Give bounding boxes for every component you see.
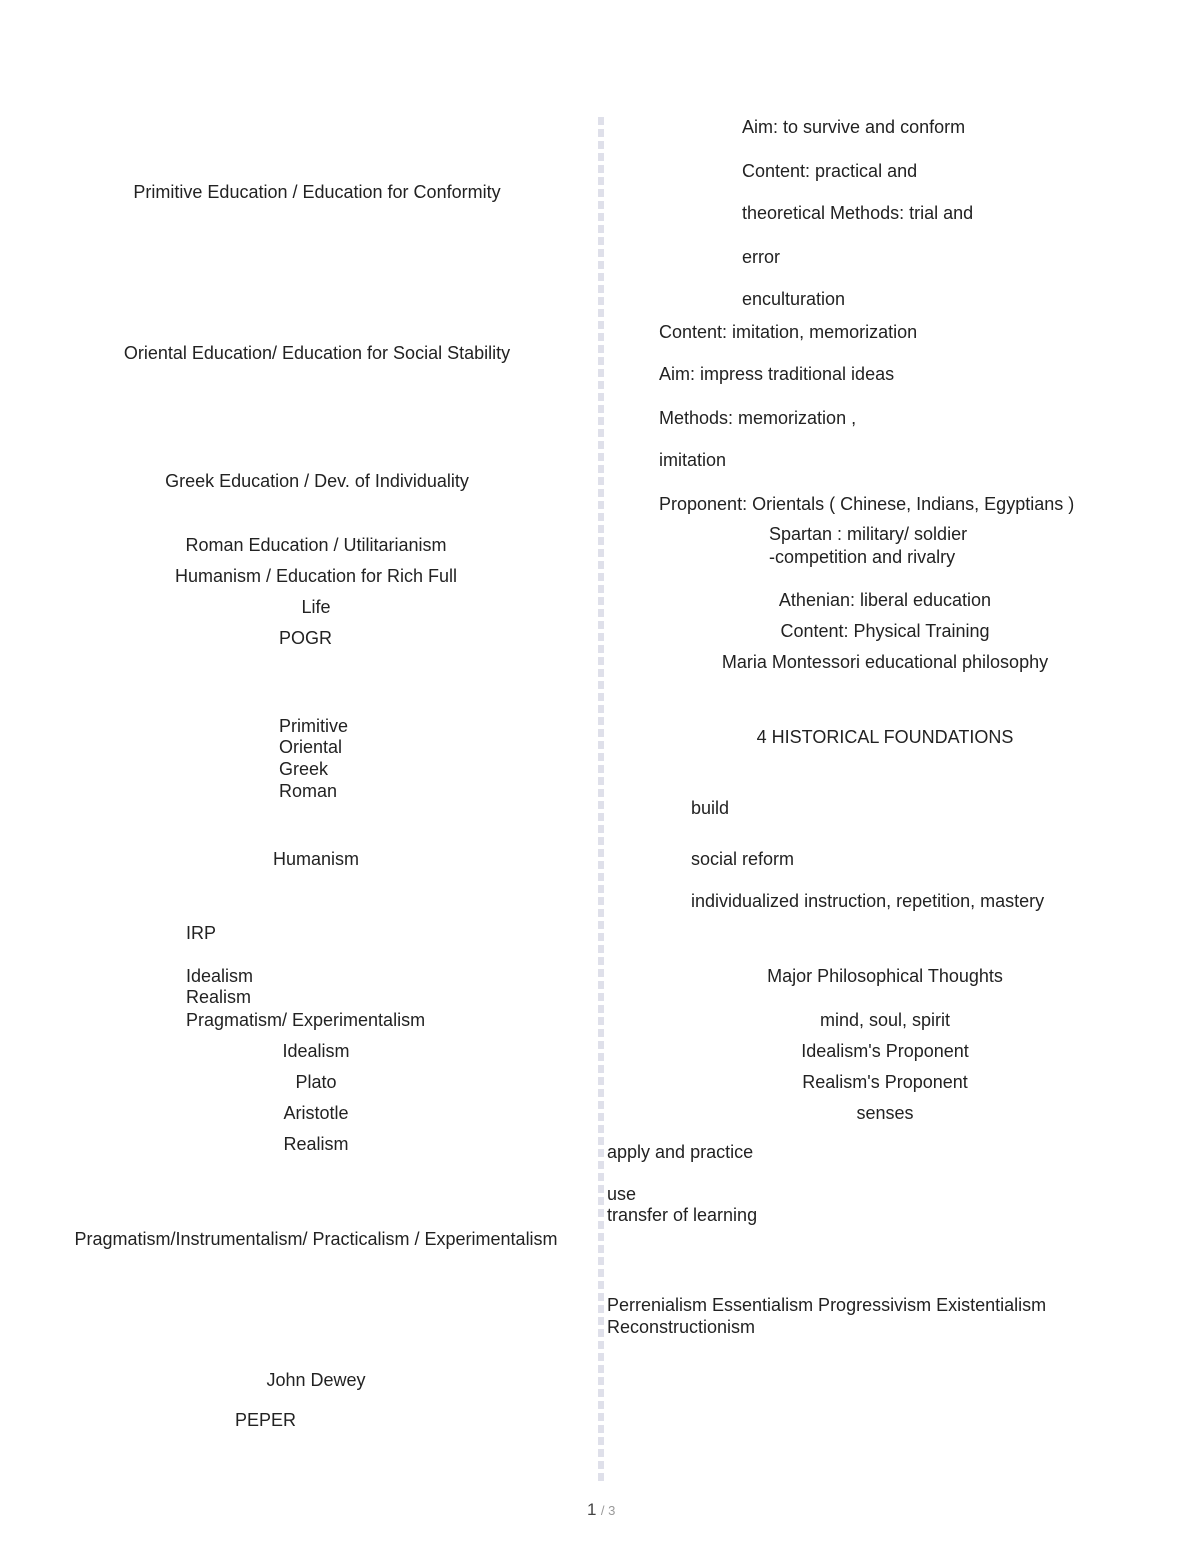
oriental-aim: Aim: impress traditional ideas — [659, 364, 895, 384]
idealism-label: Idealism — [282, 1041, 350, 1061]
oriental-content: Content: imitation, memorization — [659, 322, 918, 342]
pragmatism-full-label: Pragmatism/Instrumentalism/ Practicalism / Experimentalism — [74, 1229, 558, 1249]
oriental-methods: Methods: memorization , — [659, 408, 857, 428]
primitive-enculturation: enculturation — [742, 289, 846, 309]
primitive-methods: theoretical Methods: trial and — [742, 203, 974, 223]
list-item: Pragmatism/ Experimentalism — [186, 1010, 426, 1030]
realism-proponent-label: Realism's Proponent — [802, 1072, 968, 1092]
total-pages: / 3 — [600, 1503, 616, 1518]
transfer-learning-label: transfer of learning — [607, 1205, 758, 1225]
philosophies-line1: Perrenialism Essentialism Progressivism Existentialism — [607, 1295, 1047, 1315]
primitive-education-heading: Primitive Education / Education for Conformity — [133, 182, 501, 202]
apply-practice-label: apply and practice — [607, 1142, 754, 1162]
plato-label: Plato — [295, 1072, 337, 1092]
list-item: Idealism — [186, 966, 254, 986]
realism-label: Realism — [283, 1134, 349, 1154]
greek-education-heading: Greek Education / Dev. of Individuality — [165, 471, 469, 491]
build-label: build — [691, 798, 730, 818]
social-reform-label: social reform — [691, 849, 795, 869]
list-item: Greek — [279, 759, 329, 779]
john-dewey-label: John Dewey — [266, 1370, 366, 1390]
historical-foundations-heading: 4 HISTORICAL FOUNDATIONS — [756, 727, 1014, 747]
list-item: Realism — [186, 987, 252, 1007]
list-item: Primitive — [279, 716, 349, 736]
column-divider — [598, 117, 604, 1482]
oriental-proponent: Proponent: Orientals ( Chinese, Indians, Egyptians ) — [659, 494, 1075, 514]
idealism-proponent-label: Idealism's Proponent — [801, 1041, 969, 1061]
humanism-heading-line2: Life — [301, 597, 331, 617]
major-thoughts-heading: Major Philosophical Thoughts — [767, 966, 1003, 986]
primitive-content: Content: practical and — [742, 161, 918, 181]
peper-acronym: PEPER — [235, 1410, 297, 1430]
athenian-line: Athenian: liberal education — [778, 590, 992, 610]
roman-education-heading: Roman Education / Utilitarianism — [185, 535, 447, 555]
mind-soul-label: mind, soul, spirit — [819, 1010, 951, 1030]
physical-training-line: Content: Physical Training — [780, 621, 990, 641]
spartan-line: Spartan : military/ soldier — [769, 524, 968, 544]
list-item: Roman — [279, 781, 338, 801]
page-indicator — [587, 1500, 615, 1521]
pogr-acronym: POGR — [279, 628, 333, 648]
list-item: Oriental — [279, 737, 343, 757]
primitive-methods-cont: error — [742, 247, 781, 267]
humanism-label: Humanism — [272, 849, 360, 869]
competition-line: -competition and rivalry — [769, 547, 956, 567]
current-page: 1 — [587, 1500, 597, 1519]
primitive-aim: Aim: to survive and conform — [742, 117, 966, 137]
irp-acronym: IRP — [186, 923, 217, 943]
oriental-education-heading: Oriental Education/ Education for Social Stability — [123, 343, 511, 363]
use-label: use — [607, 1184, 637, 1204]
individualized-label: individualized instruction, repetition, mastery — [691, 891, 1045, 911]
aristotle-label: Aristotle — [283, 1103, 349, 1123]
oriental-methods-cont: imitation — [659, 450, 727, 470]
philosophies-line2: Reconstructionism — [607, 1317, 756, 1337]
montessori-line: Maria Montessori educational philosophy — [721, 652, 1049, 672]
humanism-heading-line1: Humanism / Education for Rich Full — [174, 566, 458, 586]
senses-label: senses — [856, 1103, 914, 1123]
